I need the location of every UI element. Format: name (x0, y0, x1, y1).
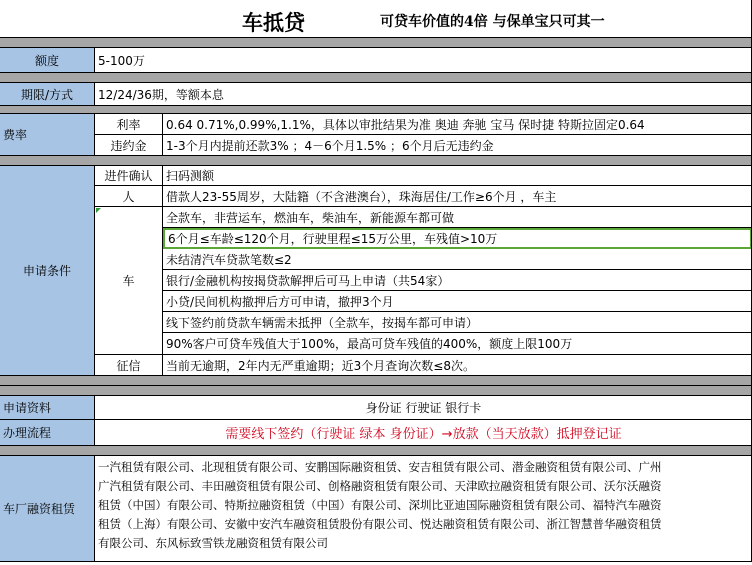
visit-value[interactable]: 扫码测额 (163, 166, 752, 186)
separator-row (0, 73, 752, 83)
materials-label-text: 申请资料 (3, 401, 52, 415)
process-label (0, 420, 95, 445)
amount-label: 额度 (0, 48, 95, 72)
car-item[interactable]: 未结清汽车贷款笔数≤2 (163, 249, 752, 270)
page-title: 车抵贷 (242, 10, 305, 35)
fees-section (0, 114, 752, 156)
separator-row (0, 38, 752, 48)
partners-value[interactable] (98, 458, 750, 560)
credit-label: 征信 (95, 355, 163, 375)
partners-line: 租赁（上海）有限公司、安徽中安汽车融资租赁股份有限公司、悦达融资租赁有限公司、浙江智慧普华融资租赁 (98, 517, 662, 531)
rate-value[interactable]: 0.64 0.71%,0.99%,1.1%，具体以审批结果为准 奥迪 奔驰 宝马 保时捷 特斯拉固定0.64 (163, 114, 752, 135)
partners-line: 租赁（中国）有限公司、特斯拉融资租赁（中国）有限公司、深圳比亚迪国际融资租赁有限公司、福特汽车融资 (98, 498, 662, 512)
process-value[interactable]: 需要线下签约（行驶证 绿本 身份证）→放款（当天放款）抵押登记证 (225, 427, 622, 442)
car-label: 车 (95, 207, 163, 355)
car-item[interactable]: 小贷/民间机构撤押后方可申请，撤押3个月 (163, 291, 752, 312)
separator-row (0, 446, 752, 456)
rate-label: 利率 (95, 114, 163, 135)
person-label: 人 (95, 186, 163, 207)
separator-row (0, 156, 752, 166)
partners-row (0, 456, 752, 562)
separator-row (0, 386, 752, 396)
credit-value[interactable]: 当前无逾期，2年内无严重逾期；近3个月查询次数≤8次。 (166, 358, 475, 373)
car-item[interactable]: 全款车，非营运车，燃油车，柴油车，新能源车都可做 (163, 207, 752, 228)
amount-value[interactable]: 5-100万 (98, 53, 145, 68)
term-row (0, 83, 752, 106)
visit-label: 进件确认 (95, 166, 163, 186)
materials-row (0, 396, 752, 420)
term-value[interactable]: 12/24/36期，等额本息 (98, 87, 224, 102)
car-item[interactable]: 线下签约前贷款车辆需未抵押（全款车，按揭车都可申请） (163, 312, 752, 333)
penalty-label: 违约金 (95, 135, 163, 155)
process-label-text: 办理流程 (3, 426, 52, 440)
materials-label (0, 396, 95, 419)
partners-line: 广汽租赁有限公司、丰田融资租赁有限公司、创格融资租赁有限公司、天津欧拉融资租赁有限公司、沃尔沃融资 (98, 479, 662, 493)
fees-label-text: 费率 (3, 128, 28, 142)
partners-label (0, 456, 95, 561)
materials-value[interactable]: 身份证 行驶证 银行卡 (365, 401, 482, 415)
car-item-selected[interactable]: 6个月≤车龄≤120个月，行驶里程≤15万公里，车残值>10万 (163, 228, 752, 249)
page-subtitle: 可贷车价值的4倍 与保单宝只可其一 (380, 14, 605, 30)
person-value[interactable]: 借款人23-55周岁，大陆籍（不含港澳台），珠海居住/工作≥6个月 ，车主 (163, 186, 752, 207)
conditions-label: 申请条件 (0, 166, 95, 375)
separator-row (0, 106, 752, 114)
partners-line: 有限公司、东风标致雪铁龙融资租赁有限公司 (98, 536, 328, 550)
conditions-section (0, 166, 752, 376)
title-row (0, 0, 752, 38)
separator-row (0, 376, 752, 386)
car-item[interactable]: 银行/金融机构按揭贷款解押后可马上申请（共54家） (163, 270, 752, 291)
comment-marker-icon (96, 208, 101, 213)
penalty-value[interactable]: 1-3个月内提前还款3% ；4－6个月1.5% ；6个月后无违约金 (166, 138, 494, 153)
fees-label (0, 114, 95, 155)
partners-line: 一汽租赁有限公司、北现租赁有限公司、安鹏国际融资租赁、安吉租赁有限公司、潜金融资租赁有限公司、广州 (98, 460, 662, 474)
car-item[interactable]: 90%客户可贷车残值大于100%，最高可贷车残值的400%，额度上限100万 (163, 333, 752, 355)
process-row (0, 420, 752, 446)
partners-label-text: 车厂融资租赁 (3, 502, 76, 516)
amount-row (0, 48, 752, 73)
term-label: 期限/方式 (0, 83, 95, 105)
